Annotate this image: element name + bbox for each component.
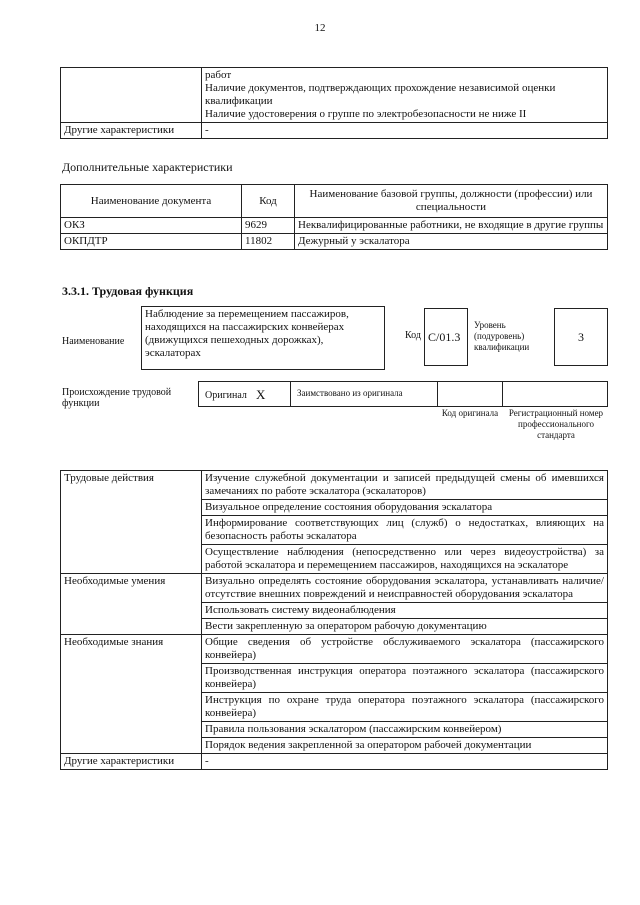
section-label: Необходимые умения [61,574,202,635]
section-label: Трудовые действия [61,471,202,574]
header-group: Наименование базовой группы, должности (профессии) или специальности [295,185,608,218]
list-item: Информирование соответствующих лиц (служб) о недостатках, влияющих на безопасность работы эскалатора [202,516,608,545]
list-item: Изучение служебной документации и записей предыдущей смены об имевшихся замечаниях по работе эскалатора (эскалаторов) [202,471,608,500]
code-cell: 11802 [242,234,295,250]
row-value: - [202,123,608,139]
code-box: С/01.3 [424,308,468,366]
row-label [61,68,202,123]
list-item: Инструкция по охране труда оператора поэтажного эскалатора (пассажирского конвейера) [202,693,608,722]
divider [290,382,291,406]
divider [437,382,438,406]
list-item: - [202,754,608,770]
code-caption: Код оригинала [441,408,499,418]
level-label: Уровень (подуровень) квалификации [474,320,530,352]
name-label: Наименование [62,336,125,347]
group-cell: Неквалифицированные работники, не входящие в другие группы [295,218,608,234]
table-row [61,68,608,123]
list-item: Вести закрепленную за оператором рабочую документацию [202,619,608,635]
text-line: Наличие документов, подтверждающих прохождение независимой оценки квалификации [205,82,556,107]
function-name-box: Наблюдение за перемещением пассажиров, находящихся на пассажирских конвейерах (движущихся пешеходных дорожках), эскалаторах [141,306,385,370]
row-value [202,68,608,123]
text-line: Наличие удостоверения о группе по электробезопасности не ниже II [205,108,527,120]
text-line: работ [205,69,232,81]
list-item: Осуществление наблюдения (непосредственно или через видеоустройства) за работой эскалатора и перемещением пассажиров, находящихся на эскалаторе [202,545,608,574]
doc-cell: ОКПДТР [61,234,242,250]
table-header-row [61,185,608,218]
section-heading: 3.3.1. Трудовая функция [62,284,194,298]
table-row [61,754,608,770]
list-item: Использовать систему видеонаблюдения [202,603,608,619]
qualification-requirements-table [60,67,608,139]
list-item: Визуальное определение состояния оборудования эскалатора [202,500,608,516]
additional-characteristics-title: Дополнительные характеристики [62,160,233,174]
original-label: Оригинал [205,390,247,401]
list-item: Правила пользования эскалатором (пассажирским конвейером) [202,722,608,738]
level-box: 3 [554,308,608,366]
section-label: Необходимые знания [61,635,202,754]
list-item: Порядок ведения закрепленной за оператором рабочей документации [202,738,608,754]
divider [502,382,503,406]
original-mark: X [256,387,266,402]
table-row [61,574,608,603]
row-label: Другие характеристики [61,123,202,139]
table-row [61,123,608,139]
header-code: Код [242,185,295,218]
list-item: Общие сведения об устройстве обслуживаемого эскалатора (пассажирского конвейера) [202,635,608,664]
page-number: 12 [314,22,326,34]
group-cell: Дежурный у эскалатора [295,234,608,250]
table-row [61,218,608,234]
doc-cell: ОКЗ [61,218,242,234]
section-label: Другие характеристики [61,754,202,770]
code-cell: 9629 [242,218,295,234]
header-document: Наименование документа [61,185,242,218]
additional-characteristics-table [60,184,608,250]
code-label: Код [405,330,421,341]
labor-function-table [60,470,608,770]
table-row [61,471,608,500]
reg-caption: Регистрационный номер профессионального стандарта [508,408,604,440]
list-item: Визуально определять состояние оборудования эскалатора, устанавливать наличие/отсутствие внешних повреждений и неисправностей оборудования эскалатора [202,574,608,603]
borrowed-label: Заимствовано из оригинала [297,388,403,398]
table-row [61,234,608,250]
origin-label: Происхождение трудовой функции [62,387,172,409]
table-row [61,635,608,664]
list-item: Производственная инструкция оператора поэтажного эскалатора (пассажирского конвейера) [202,664,608,693]
origin-row [198,381,608,407]
